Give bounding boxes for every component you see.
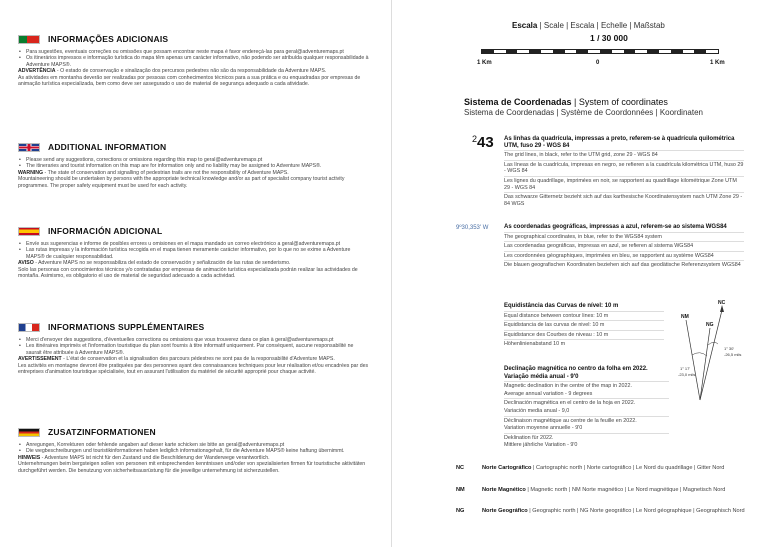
section-fr	[18, 321, 370, 375]
list-item: • Para sugestões, eventuais correções ou omissões que possam encontrar neste mapa é favor endereçá-las para geral@adventuremaps.pt	[26, 49, 370, 55]
germany-flag-icon	[18, 428, 40, 437]
scale-title: Escala | Scale | Escala | Echelle | Maßstab	[512, 21, 665, 30]
section-title: ADDITIONAL INFORMATION	[48, 142, 167, 152]
scale-right-label: 1 Km	[710, 60, 725, 66]
section-en	[18, 141, 370, 189]
list-item: • The itineraries and tourist information on this map are for information only and no liability may be assigned to Adventure MAPS®.	[26, 163, 370, 169]
scale-mid-label: 0	[596, 60, 600, 66]
france-flag-icon	[18, 323, 40, 332]
contour-description: Equidistância das Curvas de nível: 10 m Equal distance between contour lines: 10 m Equidistancia de las curvas de nivel: 10 m Equidistance des Courbes de niveau : 10 m Höhenlinienabstand 10 m	[504, 303, 664, 349]
north-arrow-icon	[720, 305, 724, 312]
coordinates-subtitle: Sistema de Coordenadas | Système de Coordonnées | Koordinaten	[464, 108, 703, 117]
paragraph: As atividades em montanha deverão ser realizadas por pessoas com conhecimentos técnicos para a sua prática e ou enquadradas por empresas de animação turística especializada, bem como deve ser assegurado o uso de material de segurança adequado a cada atividade.	[18, 74, 361, 88]
list-item: • Os itinerários impressos e informação turística do mapa têm apenas um carácter informativo, não podendo ser atribuída qualquer responsabilidade à Adventure MAPS®.	[26, 55, 370, 68]
section-es	[18, 225, 370, 279]
geographic-coordinate-sample: 9º30,353' W	[456, 225, 489, 231]
warning-text: ADVERTÊNCIA - O estado de conservação e sinalização dos percursos pedestres não são da responsabilidade da Adventure MAPS.	[18, 68, 327, 75]
scale-bar	[481, 49, 719, 54]
warning-text: AVISO - Adventure MAPS no se responsabiliza del estado de conservación y señalización de las rutas de senderismo.	[18, 260, 291, 267]
angle-label: 1° 17'	[680, 366, 691, 371]
section-pt	[18, 33, 370, 87]
list-item: • Please send any suggestions, corrections or omissions regarding this map to geral@adventuremaps.pt	[26, 157, 370, 163]
warning-text: HINWEIS - Adventure MAPS ist nicht für den Zustand und die Beschilderung der Wanderwege verantwortlich.	[18, 454, 270, 461]
warning-text: AVERTISSEMENT - L'état de conservation et la signalisation des parcours pédestres ne sont pas de la responsabilité d'Adventure MAPS.	[18, 356, 335, 363]
section-title: INFORMATIONS SUPPLÉMENTAIRES	[48, 322, 205, 332]
list-item: • Las rutas impresas y la información turística recogida en el mapa tienen meramente carácter informativo, por lo que no se exime a Adventure MAPS® de cualquier responsabilidad.	[26, 247, 370, 260]
section-title: ZUSATZINFORMATIONEN	[48, 427, 156, 437]
paragraph: Les activités en montagne devront être pratiquées par des personnes ayant des connaissances techniques pour leur réalisation et/ou encadrées par des entreprises d'animation touristique spécialisée, tout en assurant l'utilisation du matériel de sécurité approprié pour chaque activité.	[18, 362, 369, 376]
list-item: • Anregungen, Korrekturen oder fehlende angaben auf dieser karte schicken sie bitte an geral@adventuremaps.pt	[26, 442, 370, 448]
uk-flag-icon	[18, 143, 40, 152]
north-legend-nm: NM Norte Magnético | Magnetic north | NM Norte magnético | Le Nord magnétique | Magnetisch Nord	[456, 487, 726, 493]
north-legend-nc: NC Norte Cartográfico | Cartographic north | Norte cartográfico | Le Nord du quadrillage | Gitter Nord	[456, 465, 725, 471]
section-title: INFORMACIÓN ADICIONAL	[48, 226, 163, 236]
grid-number-sample: $^2$43	[472, 134, 494, 151]
list-item: • Envíe sus sugerencias e informe de posibles errores u omisiones en el mapa mandado un correo electrónico a geral@adventuremaps.pt	[26, 241, 370, 247]
geographic-description: As coordenadas geográficas, impressas a azul, referem-se ao sistema WGS84 The geographical coordinates, in blue, refer to the WGS84 system Las coordenadas geográficas, impresas en azul, se refieren al sistema WGS84 Les coordonnées géographiques, imprimées en bleu, se rapportent au système WGS84 Die blauen geografischen Koordinaten beziehen sich auf das geodätische Referenzsystem WGS84	[504, 224, 744, 270]
angle-label: 1° 30'	[724, 346, 735, 351]
list-item: • Die wegbeschreibungen und touristikinformationen haben lediglich informationsgehalt, für die Adventure MAPS® keine haftung übernimmt.	[26, 448, 370, 454]
right-page	[392, 0, 782, 547]
warning-text: WARNING - The state of conservation and signalling of pedestrian trails are not the responsibility of Adventure MAPS.	[18, 169, 289, 176]
nc-label: NC	[718, 300, 726, 306]
magnetic-north-line	[686, 320, 700, 400]
north-legend-ng: NG Norte Geográfico | Geographic north | NG Norte geográfico | Le Nord géographique | Geographisch Nord	[456, 508, 745, 514]
declination-diagram	[678, 300, 748, 410]
coordinates-title: Sistema de Coordenadas | System of coordinates	[464, 97, 668, 107]
section-de	[18, 426, 370, 474]
portugal-flag-icon	[18, 35, 40, 44]
paragraph: Solo las personas con conocimientos técnicos y/o contratadas por empresas de animación turística especializada podrán realizar las actividades de montaña. Asimismo, es obligatorio el uso de material de seguridad adecuado a cada actividad.	[18, 266, 358, 280]
declination-description: Declinação magnética no centro da folha em 2022. Variação média anual - 9'0 Magnetic declination in the centre of the map in 2022. Average annual variation - 9 degrees Declinación magnética en el centro de la hoja en 2022. Variación media anual - 9,0 Déclinaison magnétique au centre de la feuille en 2022. Variation moyenne annuelle - 9'0 Deklination für 2022. Mittlere jährliche Variation - 9'0	[504, 366, 669, 450]
section-title: INFORMAÇÕES ADICIONAIS	[48, 34, 169, 44]
angle-label: -26,5 mils	[724, 352, 742, 357]
list-item: • Merci d'envoyer des suggestions, d'éventuelles corrections ou omissions que vous trouverez dans ce plan à geral@adventuremaps.pt	[26, 337, 370, 343]
scale-left-label: 1 Km	[477, 60, 492, 66]
angle-label: -23,0 mils	[678, 372, 696, 377]
paragraph: Unternehmungen beim bergsteigen sollen von personen mit entsprechenden kenntnissen und/oder von spezialisierten firmen für touristische aktivitäten durchgeführt werden. Die benutzung von sicherheitsausrüstung für die jeweilige unternehmung ist sicherzustellen.	[18, 461, 366, 474]
grid-description: As linhas da quadrícula, impressas a preto, referem-se à quadrícula quilométrica UTM, fuso 29 - WGS 84 The grid lines, in black, refer to the UTM grid, zone 29 - WGS 84 Las líneas de la cuadrícula, impresas en negro, se refieren a la cuadrícula kilométrica UTM, huso 29 - WGS 84 Les lignes du quadrillage, imprimées en noir, se rapportent au quadrillage kilométrique Zone UTM 29 - WGS 84 Das schwarze Gitternetz bezieht sich auf das karthesische Koordinatensystem nach UTM Zone 29 - 84 WGS	[504, 136, 744, 207]
nm-label: NM	[681, 314, 689, 320]
paragraph: Mountaineering should be undertaken by persons with the appropriate technical knowledge and/or as part of specialist company tourist activity programmes. The proper safety equipment must be used for each activity.	[18, 176, 345, 189]
list-item: • Les itinéraires imprimés et l'information touristique du plan sont fournis à titre informatif uniquement. Par conséquent, aucune responsabilité ne saurait être attribuée à Adventure MAPS®.	[26, 343, 370, 356]
spain-flag-icon	[18, 227, 40, 236]
scale-value: 1 / 30 000	[590, 33, 628, 43]
ng-label: NG	[706, 322, 714, 328]
